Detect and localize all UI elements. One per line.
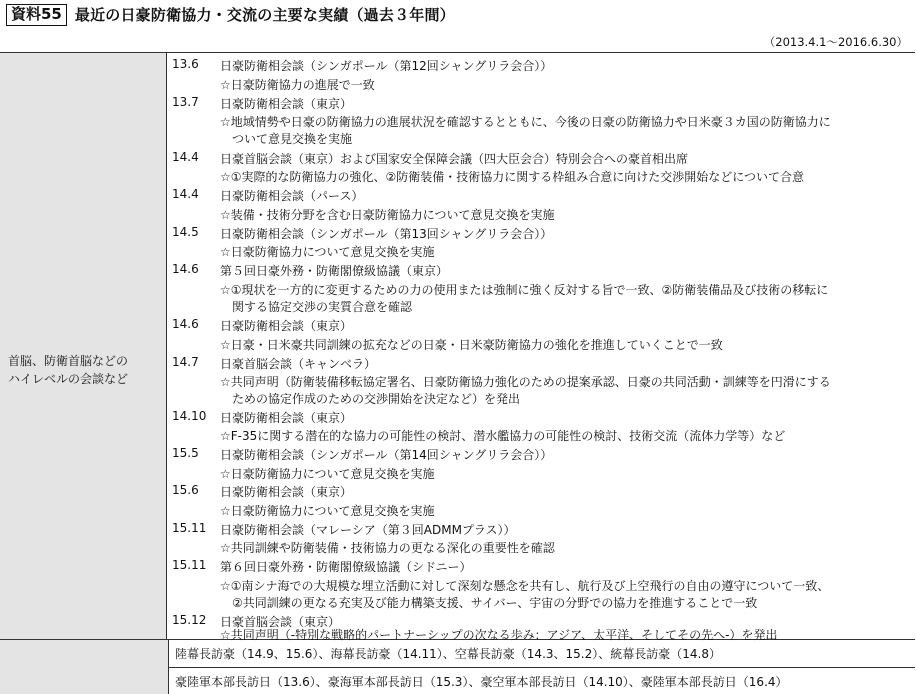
event-date: 14.6 <box>172 262 199 276</box>
category-label-line: 首脳、防衛首脳などの <box>8 354 129 368</box>
event-date: 14.6 <box>172 317 199 331</box>
visits-row-australia-to-japan: 豪陸軍本部長訪日（13.6）、豪海軍本部長訪日（15.3）、豪空軍本部長訪日（14.10）、豪陸軍本部長訪日（16.4） <box>168 667 915 694</box>
event-date: 13.7 <box>172 95 199 109</box>
event-title: 日豪首脳会談（東京）および国家安全保障会議（四大臣会合）特別会合への豪首相出席 <box>220 152 689 166</box>
event-date: 15.12 <box>172 613 207 627</box>
event-title: 日豪首脳会談（キャンベラ） <box>220 357 377 371</box>
event-detail: ための協定作成のための交渉開始を決定など）を発出 <box>232 392 521 406</box>
event-detail: ☆共同声明（防衛装備移転協定署名、日豪防衛協力強化のための提案承認、日豪の共同活動・訓練等を円滑にする <box>220 375 831 389</box>
event-detail: ☆日豪防衛協力について意見交換を実施 <box>220 504 435 518</box>
visits-section <box>0 639 915 694</box>
event-title: 日豪防衛相会談（東京） <box>220 319 353 333</box>
event-date: 14.10 <box>172 409 207 423</box>
event-detail: ☆共同声明（-特別な戦略的パートナーシップの次なる歩み：アジア、太平洋、そしてその先へ-）を発出 <box>220 628 778 642</box>
achievements-table <box>0 52 915 693</box>
event-detail: ②共同訓練の更なる充実及び能力構築支援、サイバー、宇宙の分野での協力を推進することで一致 <box>232 596 758 610</box>
event-date: 15.5 <box>172 446 199 460</box>
event-title: 日豪防衛相会談（パース） <box>220 189 364 203</box>
event-date: 14.4 <box>172 150 199 164</box>
event-title: 日豪防衛相会談（シンガポール（第14回シャングリラ会合）） <box>220 448 553 462</box>
event-date: 15.6 <box>172 483 199 497</box>
event-title: 日豪防衛相会談（シンガポール（第13回シャングリラ会合）） <box>220 227 553 241</box>
period-range: （2013.4.1～2016.6.30） <box>763 35 908 49</box>
event-detail: ☆①現状を一方的に変更するための力の使用または強制に強く反対する旨で一致、②防衛装備品及び技術の移転に <box>220 283 829 297</box>
event-detail: ☆日豪・日米豪共同訓練の拡充などの日豪・日米豪防衛協力の強化を推進していくことで一致 <box>220 338 723 352</box>
event-date: 14.5 <box>172 225 199 239</box>
category-label-line: ハイレベルの会談など <box>8 372 129 386</box>
document-label: 資料55 <box>6 4 67 26</box>
event-title: 日豪防衛相会談（東京） <box>220 97 353 111</box>
event-title: 第６回日豪外務・防衛閣僚級協議（シドニー） <box>220 560 472 574</box>
event-date: 14.4 <box>172 187 199 201</box>
event-detail: ☆装備・技術分野を含む日豪防衛協力について意見交換を実施 <box>220 208 555 222</box>
document-header <box>1 3 455 26</box>
event-detail: ☆日豪防衛協力の進展で一致 <box>220 78 375 92</box>
visits-row-japan-to-australia: 陸幕長訪豪（14.9、15.6）、海幕長訪豪（14.11）、空幕長訪豪（14.3、15.2）、統幕長訪豪（14.8） <box>168 640 915 667</box>
event-detail: ☆日豪防衛協力について意見交換を実施 <box>220 467 435 481</box>
event-title: 日豪防衛相会談（マレーシア（第３回ADMMプラス）） <box>220 523 516 537</box>
event-date: 14.7 <box>172 355 199 369</box>
event-title: 日豪首脳会談（東京） <box>220 615 341 629</box>
event-detail: ☆①実際的な防衛協力の強化、②防衛装備・技術協力に関する枠組み合意に向けた交渉開始などについて合意 <box>220 170 805 184</box>
category-label <box>8 352 128 388</box>
event-detail: ☆①南シナ海での大規模な埋立活動に対して深刻な懸念を共有し、航行及び上空飛行の自由の遵守について一致、 <box>220 579 830 593</box>
event-date: 13.6 <box>172 57 199 71</box>
event-title: 日豪防衛相会談（シンガポール（第12回シャングリラ会合）） <box>220 59 553 73</box>
event-title: 日豪防衛相会談（東京） <box>220 411 353 425</box>
category-column <box>0 53 167 639</box>
event-title: 第５回日豪外務・防衛閣僚級協議（東京） <box>220 264 449 278</box>
event-detail: ☆地域情勢や日豪の防衛協力の進展状況を確認するとともに、今後の日豪の防衛協力や日米豪３カ国の防衛協力に <box>220 115 831 129</box>
event-date: 15.11 <box>172 558 207 572</box>
event-detail: ☆日豪防衛協力について意見交換を実施 <box>220 245 435 259</box>
event-detail: ☆共同訓練や防衛装備・技術協力の更なる深化の重要性を確認 <box>220 541 555 555</box>
event-detail: ☆F-35に関する潜在的な協力の可能性の検討、潜水艦協力の可能性の検討、技術交流（流体力学等）など <box>220 429 786 443</box>
event-title: 日豪防衛相会談（東京） <box>220 485 353 499</box>
event-detail: 関する協定交渉の実質合意を確認 <box>232 300 413 314</box>
event-detail: ついて意見交換を実施 <box>232 132 353 146</box>
event-date: 15.11 <box>172 521 207 535</box>
document-title: 最近の日豪防衛協力・交流の主要な実績（過去３年間） <box>74 6 455 24</box>
